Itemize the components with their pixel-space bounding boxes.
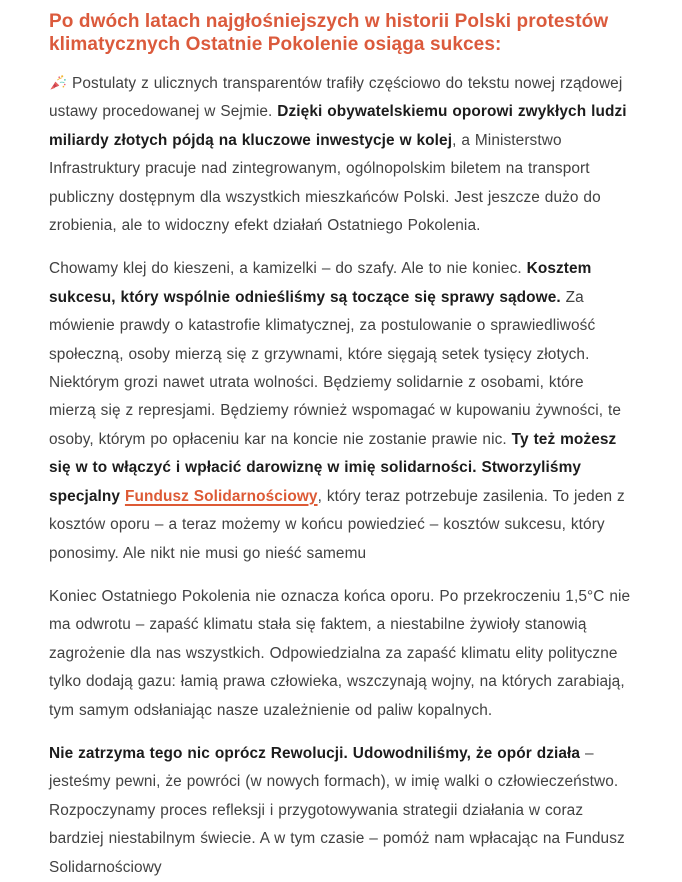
article-body [49, 70, 632, 882]
text-run: Koniec Ostatniego Pokolenia nie oznacza końca oporu. Po przekroczeniu 1,5°C nie ma odwrotu – zapaść klimatu stała się faktem, a niestabilne żywioły stanowią zagrożenie dla nas wszystkich. Odpowiedzialna za zapaść klimatu elity polityczne tylko dodają gazu: łamią prawa człowieka, wszczynają wojny, na których zarabiają, tym samym odsłaniając nasze uzależnienie od paliw kopalnych. [49, 587, 631, 719]
text-run: – jesteśmy pewni, że powróci (w nowych formach), w imię walki o człowieczeństwo. Rozpoczynamy proces refleksji i przygotowywania strategii działania w coraz bardziej niestabilnym świecie. A w tym czasie – pomóż nam wpłacając na Fundusz Solidarnościowy [49, 744, 625, 876]
paragraph [49, 583, 632, 725]
bold-text-run: Nie zatrzyma tego nic oprócz Rewolucji. Udowodniliśmy, że opór działa [49, 744, 581, 762]
paragraph [49, 740, 632, 882]
text-run: , który teraz potrzebuje zasilenia. To jeden z kosztów oporu – a teraz możemy w końcu powiedzieć – kosztów sukcesu, który ponosimy. Ale nikt nie musi go nieść samemu [49, 487, 625, 562]
text-run: Za mówienie prawdy o katastrofie klimatycznej, za postulowanie o sprawiedliwość społeczną, osoby mierzą się z grzywnami, które sięgają setek tysięcy złotych. Niektórym grozi nawet utrata wolności. Będziemy solidarnie z osobami, które mierzą się z represjami. Będziemy również wspomagać w kupowaniu żywności, te osoby, którym po opłaceniu kar na koncie nie zostanie prawie nic. [49, 288, 622, 448]
bold-text-run: Kosztem sukcesu, który wspólnie odnieśliśmy są toczące się sprawy sądowe. [49, 260, 592, 306]
text-run: , a Ministerstwo Infrastruktury pracuje nad zintegrowanym, ogólnopolskim biletem na transport publiczny dostępnym dla wszystkich mieszkańców Polski. Jest jeszcze dużo do zrobienia, ale to widoczny efekt działań Ostatniego Pokolenia. [49, 131, 601, 235]
paragraph [49, 70, 632, 240]
bold-text-run: Dzięki obywatelskiemu oporowi zwykłych ludzi miliardy złotych pójdą na kluczowe inwestycje w kolej [49, 103, 627, 149]
fundusz-solidarnosciowy-link[interactable]: Fundusz Solidarnościowy [124, 487, 318, 505]
party-popper-icon [49, 73, 67, 91]
article-heading: Po dwóch latach najgłośniejszych w historii Polski protestów klimatycznych Ostatnie Pokolenie osiąga sukces: [49, 11, 609, 55]
text-run: Chowamy klej do kieszeni, a kamizelki – do szafy. Ale to nie koniec. [49, 260, 527, 278]
text-run: Postulaty z ulicznych transparentów trafiły częściowo do tekstu nowej rządowej ustawy procedowanej w Sejmie. [49, 75, 623, 121]
paragraph [49, 255, 632, 567]
bold-text-run: Ty też możesz się w to włączyć i wpłacić darowiznę w imię solidarności. Stworzyliśmy specjalny [49, 430, 617, 505]
